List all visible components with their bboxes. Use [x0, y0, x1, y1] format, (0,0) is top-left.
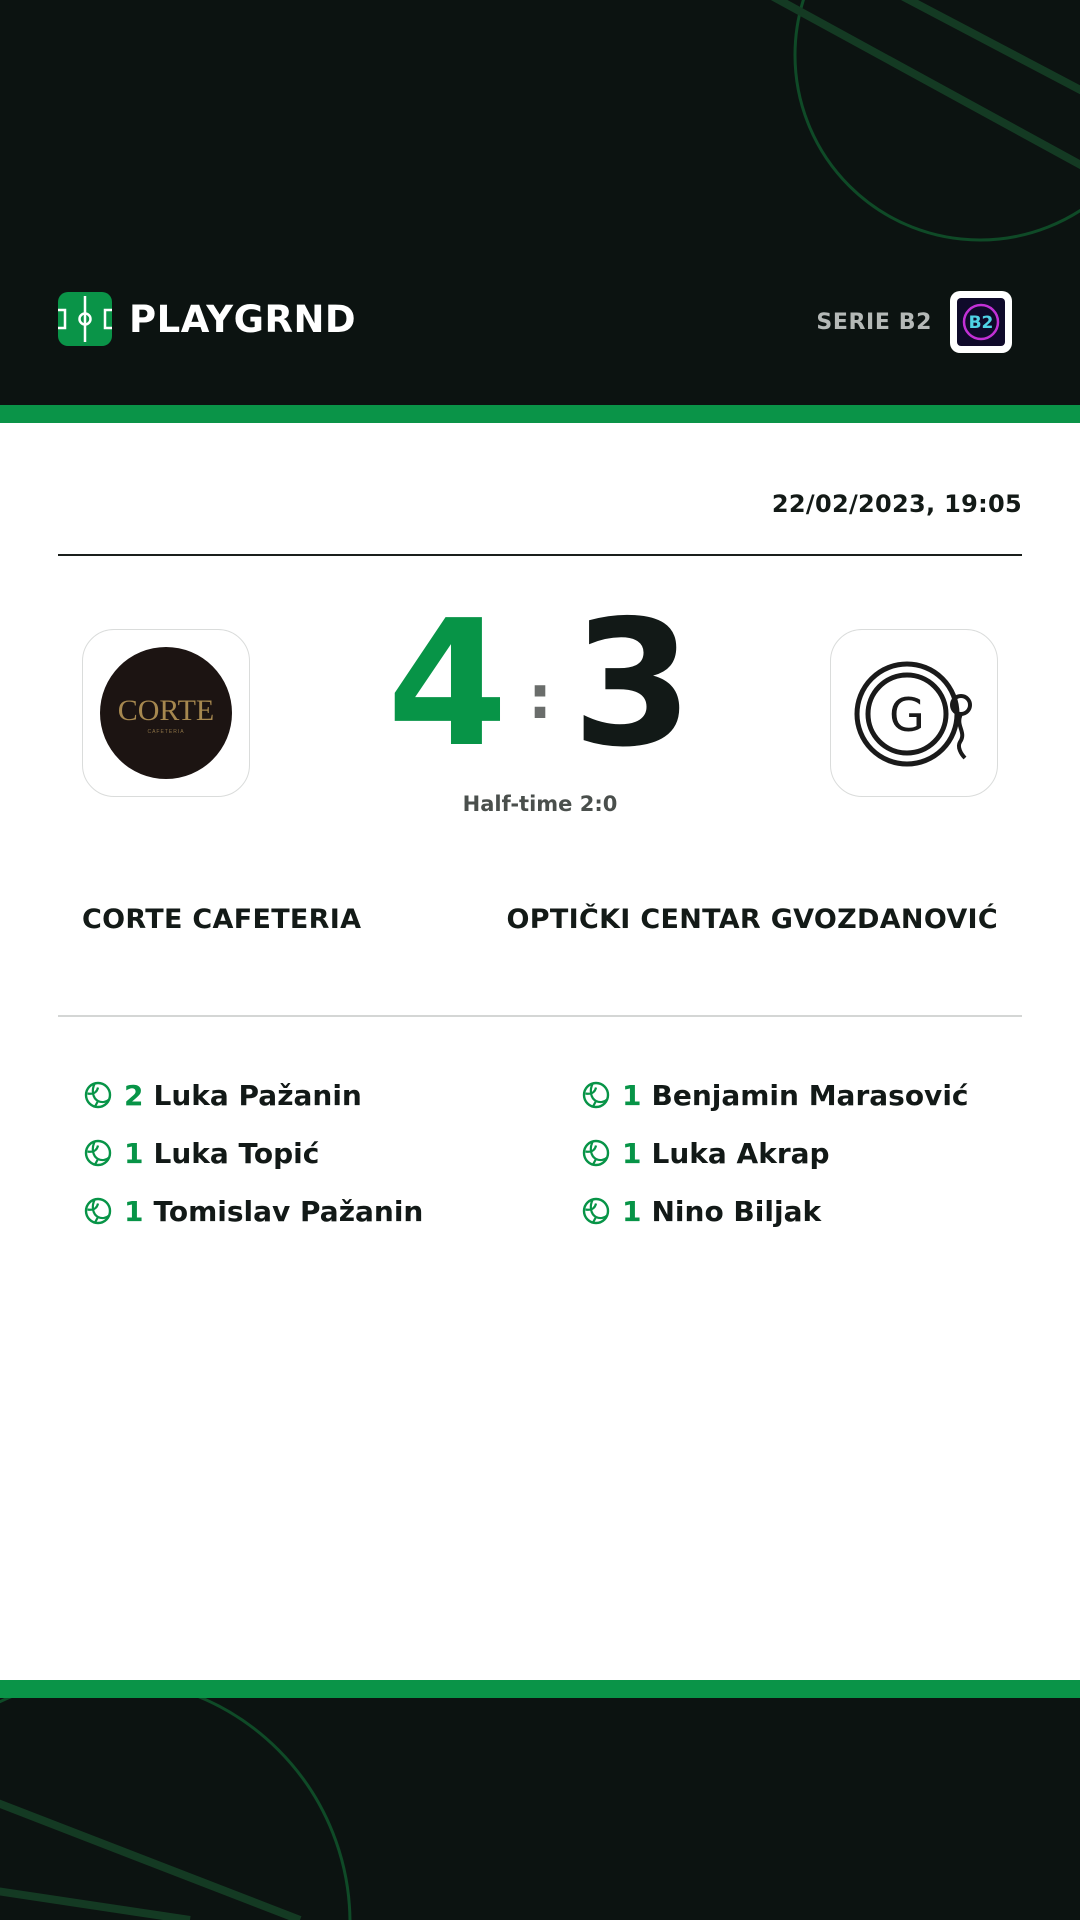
goal-count: 2 — [124, 1078, 144, 1112]
scorer-row — [582, 1182, 969, 1240]
home-scorers-list — [84, 1066, 423, 1240]
player-name: Benjamin Marasović — [651, 1078, 969, 1112]
home-score: 4 — [386, 583, 508, 786]
player-name: Tomislav Pažanin — [153, 1194, 424, 1228]
b2-league-badge-icon — [957, 298, 1005, 346]
football-icon — [582, 1081, 610, 1109]
goal-count: 1 — [124, 1194, 144, 1228]
header — [0, 0, 1080, 405]
league[interactable] — [816, 291, 1012, 353]
scorer-row — [582, 1124, 969, 1182]
corte-logo-text: CORTE — [117, 694, 215, 727]
corte-logo-subtext: CAFETERIA — [147, 729, 185, 735]
scorer-row — [84, 1182, 423, 1240]
football-icon — [582, 1139, 610, 1167]
home-team-name: CORTE CAFETERIA — [82, 904, 362, 935]
brand-name: PLAYGRND — [129, 297, 357, 341]
pitch-lines-decoration — [0, 1698, 1080, 1920]
soccer-pitch-icon — [58, 292, 112, 346]
football-icon — [84, 1197, 112, 1225]
away-score: 3 — [572, 583, 694, 786]
away-team-logo[interactable] — [830, 629, 998, 797]
football-icon — [84, 1139, 112, 1167]
opticki-logo-text: G — [889, 688, 925, 742]
halftime-score: Half-time 2:0 — [462, 792, 618, 816]
goal-count: 1 — [622, 1136, 642, 1170]
football-icon — [84, 1081, 112, 1109]
league-name: SERIE B2 — [816, 309, 932, 335]
goal-count: 1 — [124, 1136, 144, 1170]
player-name: Nino Biljak — [651, 1194, 822, 1228]
scorer-row — [84, 1124, 423, 1182]
accent-band-top — [0, 405, 1080, 423]
goal-count: 1 — [622, 1078, 642, 1112]
league-badge — [950, 291, 1012, 353]
divider — [58, 1015, 1022, 1017]
score-separator: : — [528, 663, 552, 733]
footer — [0, 1698, 1080, 1920]
svg-text:B2: B2 — [968, 313, 994, 333]
divider — [58, 554, 1022, 556]
player-name: Luka Pažanin — [153, 1078, 362, 1112]
player-name: Luka Topić — [153, 1136, 320, 1170]
player-name: Luka Akrap — [651, 1136, 830, 1170]
match-datetime: 22/02/2023, 19:05 — [771, 490, 1022, 518]
scorer-row — [582, 1066, 969, 1124]
football-icon — [582, 1197, 610, 1225]
accent-band-bottom — [0, 1680, 1080, 1698]
away-scorers-list — [582, 1066, 969, 1240]
away-team-name: OPTIČKI CENTAR GVOZDANOVIĆ — [506, 904, 998, 935]
brand[interactable] — [58, 291, 356, 347]
opticki-centar-logo-icon — [851, 650, 977, 776]
goal-count: 1 — [622, 1194, 642, 1228]
scorer-row — [84, 1066, 423, 1124]
